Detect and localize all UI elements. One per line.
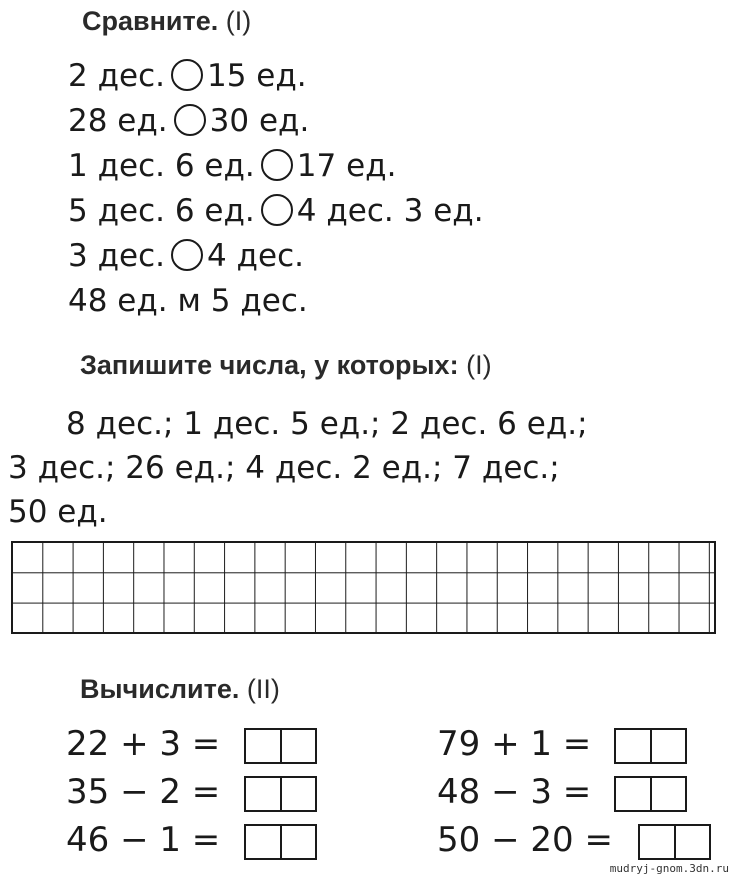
answer-cell[interactable]: [616, 778, 650, 810]
compare-left: 3 дес.: [68, 238, 165, 274]
compare-row-last: [68, 281, 308, 321]
answer-boxes[interactable]: [614, 728, 687, 764]
answer-cell[interactable]: [280, 826, 316, 858]
compare-left: 2 дес.: [68, 58, 165, 94]
compare-circle[interactable]: [261, 149, 293, 181]
compare-right: 4 дес.: [206, 238, 304, 274]
answer-cell[interactable]: [650, 730, 686, 762]
compare-circle[interactable]: [174, 104, 206, 136]
watermark: mudryj-gnom.3dn.ru: [609, 862, 729, 875]
compare-row: [68, 101, 309, 141]
answer-boxes[interactable]: [638, 824, 711, 860]
answer-cell[interactable]: [246, 778, 280, 810]
calc-expression: 79 + 1 =: [437, 724, 592, 764]
calc-expression: 48 − 3 =: [437, 772, 592, 812]
compare-row: [68, 191, 484, 231]
compare-heading: [82, 6, 251, 37]
answer-boxes[interactable]: [244, 824, 317, 860]
write-level: (I): [466, 350, 492, 380]
write-line: 3 дес.; 26 ед.; 4 дес. 2 ед.; 7 дес.;: [8, 450, 560, 486]
compare-level: (I): [225, 6, 252, 36]
calc-heading: [80, 674, 280, 705]
answer-boxes[interactable]: [614, 776, 687, 812]
answer-cell[interactable]: [674, 826, 710, 858]
answer-cell[interactable]: [650, 778, 686, 810]
compare-row: [68, 56, 307, 96]
compare-row: [68, 146, 396, 186]
calc-expression: 22 + 3 =: [66, 724, 221, 764]
compare-circle[interactable]: [171, 239, 203, 271]
compare-right: 15 ед.: [206, 58, 307, 94]
write-heading: [80, 350, 492, 381]
calc-expression: 46 − 1 =: [66, 820, 221, 860]
compare-right: 30 ед.: [209, 103, 310, 139]
answer-boxes[interactable]: [244, 776, 317, 812]
calc-expression: 35 − 2 =: [66, 772, 221, 812]
calc-level: (II): [246, 674, 280, 704]
answer-cell[interactable]: [246, 730, 280, 762]
compare-left: 28 ед.: [68, 103, 168, 139]
answer-cell[interactable]: [280, 730, 316, 762]
write-heading-text: Запишите числа, у которых:: [80, 350, 459, 380]
answer-grid[interactable]: [11, 541, 716, 634]
compare-last-text: 48 ед. м 5 дес.: [68, 283, 308, 319]
compare-row: [68, 236, 304, 276]
compare-right: 4 дес. 3 ед.: [296, 193, 484, 229]
compare-circle[interactable]: [171, 59, 203, 91]
compare-heading-text: Сравните.: [82, 6, 219, 36]
compare-circle[interactable]: [261, 194, 293, 226]
answer-boxes[interactable]: [244, 728, 317, 764]
compare-right: 17 ед.: [296, 148, 397, 184]
answer-cell[interactable]: [280, 778, 316, 810]
calc-heading-text: Вычислите.: [80, 674, 240, 704]
compare-left: 1 дес. 6 ед.: [68, 148, 255, 184]
answer-cell[interactable]: [616, 730, 650, 762]
compare-left: 5 дес. 6 ед.: [68, 193, 255, 229]
write-line: 8 дес.; 1 дес. 5 ед.; 2 дес. 6 ед.;: [66, 406, 588, 442]
answer-cell[interactable]: [640, 826, 674, 858]
calc-expression: 50 − 20 =: [437, 820, 613, 860]
answer-cell[interactable]: [246, 826, 280, 858]
write-line: 50 ед.: [8, 494, 108, 530]
